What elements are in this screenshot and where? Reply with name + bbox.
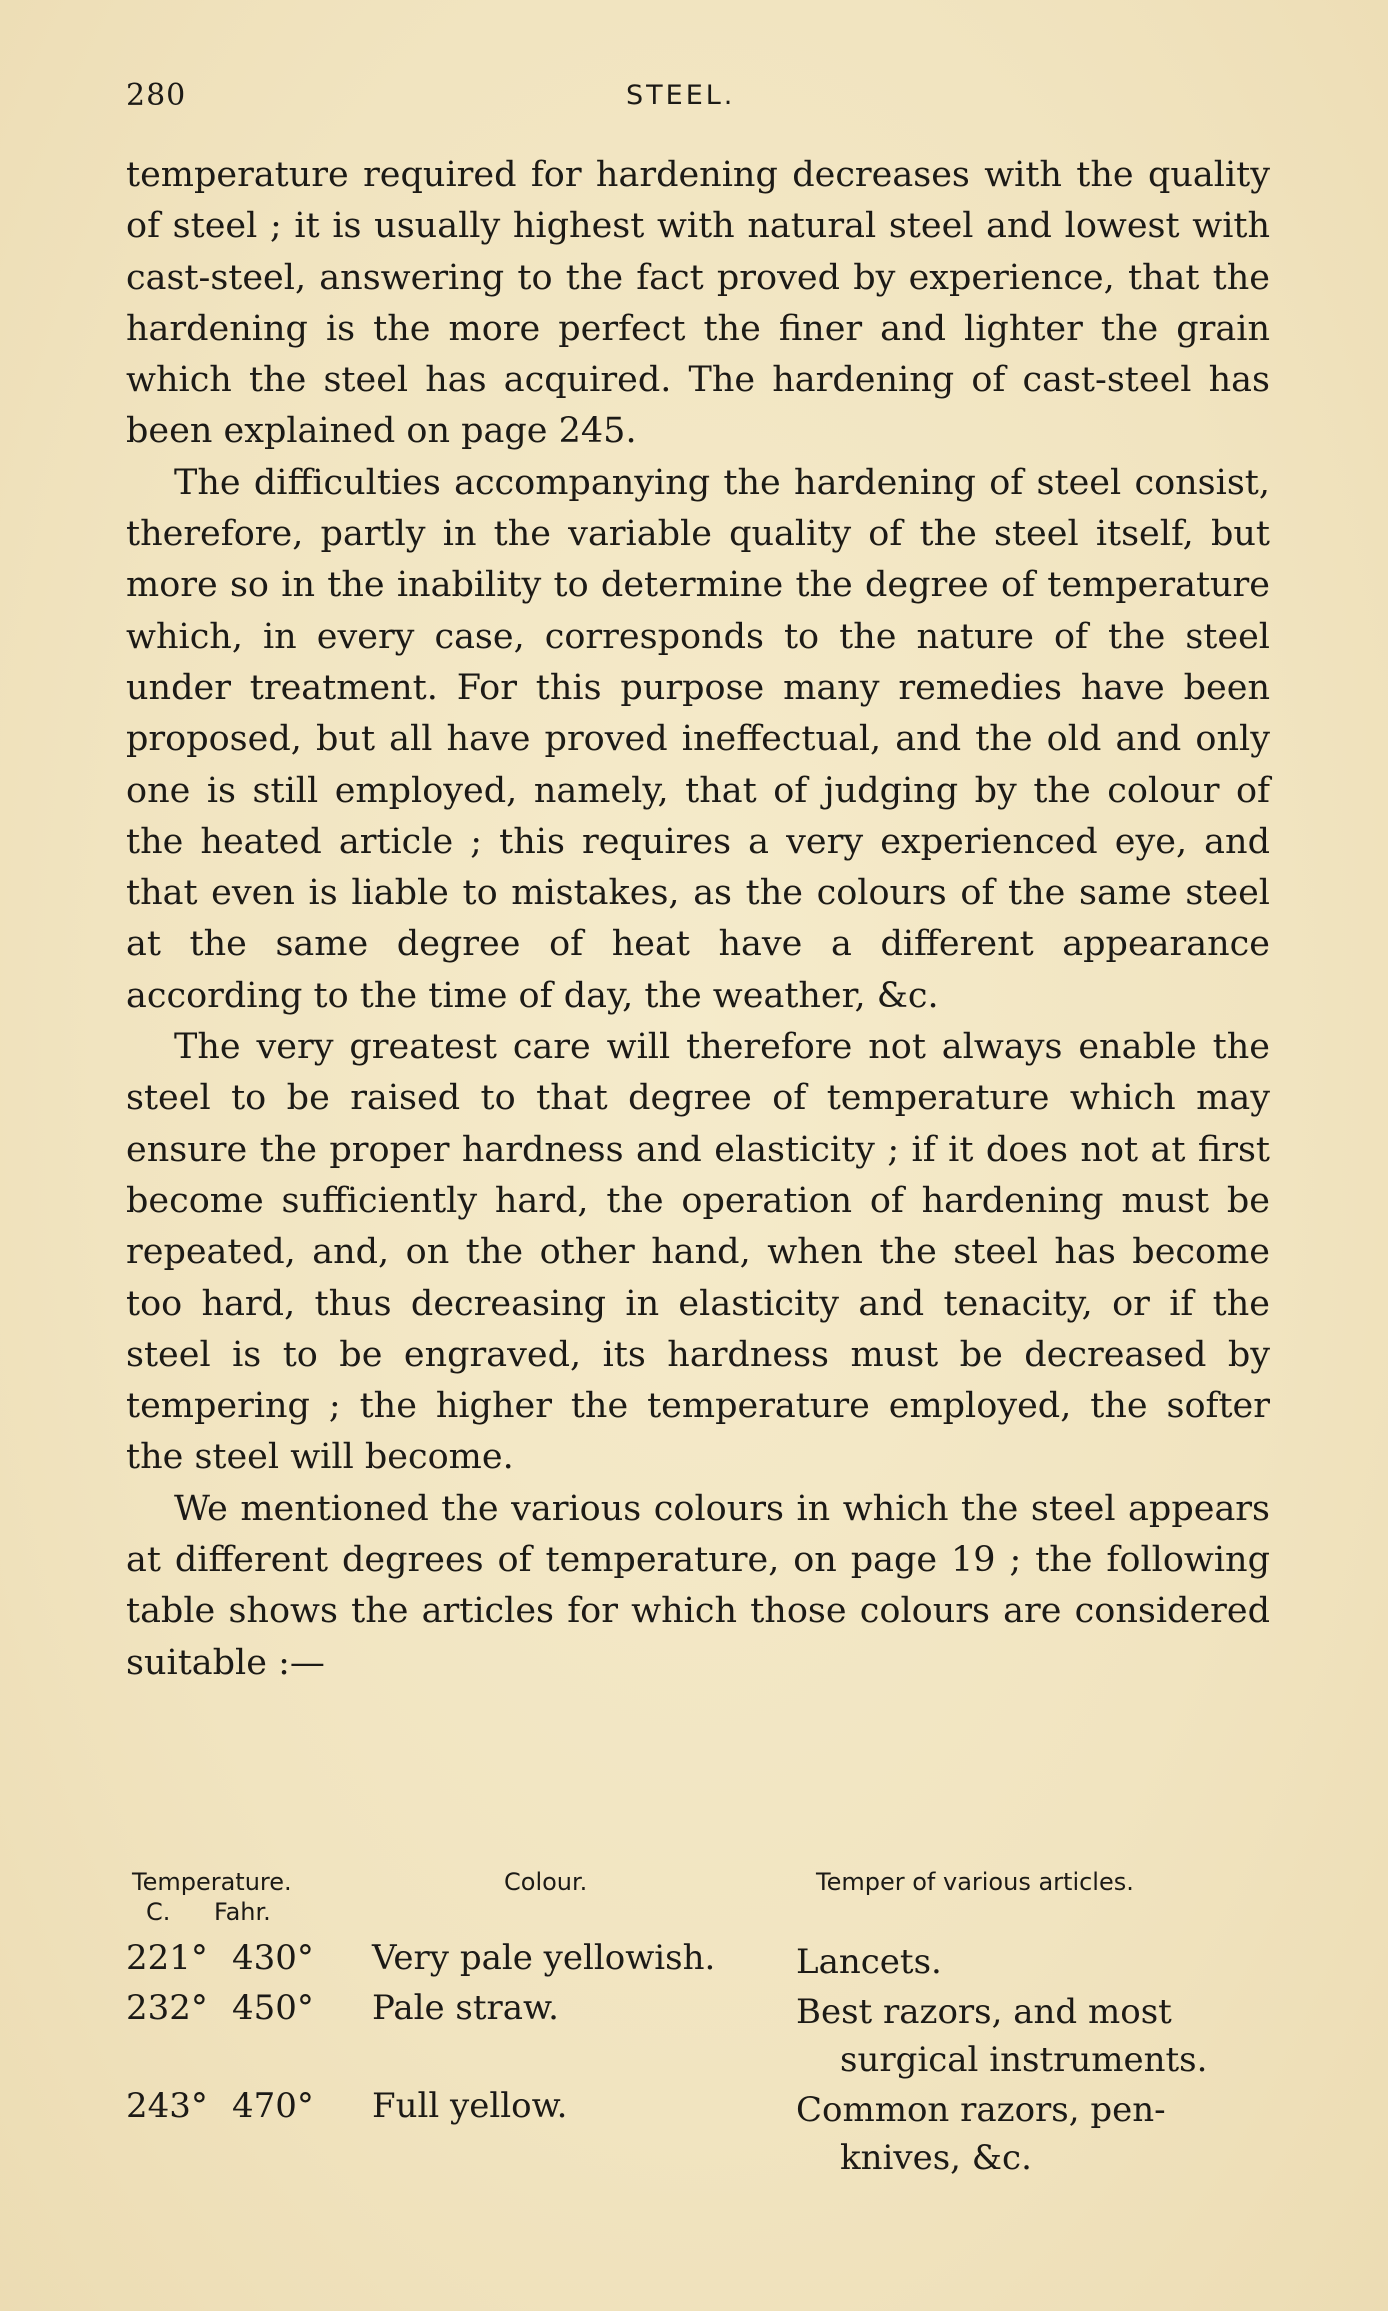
row-2-celsius: 232° [126,1988,208,2028]
page-header [126,78,1266,128]
header-temperature: Temperature. [132,1868,292,1896]
row-2-fahrenheit: 450° [232,1988,314,2028]
row-3-articles [796,2086,1276,2182]
row-3-celsius: 243° [126,2086,208,2126]
row-3-fahrenheit: 470° [232,2086,314,2126]
row-3-articles-line-2: knives, &c. [840,2138,1032,2178]
header-colour: Colour. [504,1868,588,1896]
row-1-colour: Very pale yellowish. [372,1938,716,1978]
header-temper: Temper of various articles. [816,1868,1134,1896]
paragraph-2: The difficulties accompanying the hardening of steel consist, therefore, partly in the variable quality of the steel itself, but more so in the inability to determine the degree of temperature which, in every case, corresponds to the nature of the steel under treatment. For this purpose many remedies have been proposed, but all have proved ineffectual, and the old and only one is still employed, namely, that of judging by the colour of the heated article ; this requires a very experienced eye, and that even is liable to mistakes, as the colours of the same steel at the same degree of heat have a different appearance according to the time of day, the weather, &c. [126,462,1270,1016]
paragraph-3: The very greatest care will therefore not always enable the steel to be raised to that degree of temperature which may ensure the proper hardness and elasticity ; if it does not at first become sufficiently hard, the operation of hardening must be repeated, and, on the other hand, when the steel has become too hard, thus decreasing in elasticity and tenacity, or if the steel is to be engraved, its hardness must be decreased by tempering ; the higher the temperature employed, the softer the steel will become. [126,1027,1270,1478]
row-2-articles-line-2: surgical instruments. [840,2040,1208,2080]
header-celsius: C. [146,1898,171,1926]
row-1-articles [796,1938,1276,1986]
row-1-celsius: 221° [126,1938,208,1978]
row-1-articles-line-1: Lancets. [796,1942,942,1982]
body-text [126,150,1270,1689]
header-fahrenheit: Fahr. [214,1898,271,1926]
row-1-fahrenheit: 430° [232,1938,314,1978]
paragraph-4: We mentioned the various colours in which the steel appears at different degrees of temperature, on page 19 ; the following table shows the articles for which those colours are considered suitable :— [126,1488,1270,1683]
paragraph-1: temperature required for hardening decreases with the quality of steel ; it is usually highest with natural steel and lowest with cast-steel, answering to the fact proved by experience, that the hardening is the more perfect the finer and lighter the grain which the steel has acquired. The hardening of cast-steel has been explained on page 245. [126,155,1270,452]
row-3-colour: Full yellow. [372,2086,568,2126]
temper-table [126,1868,1270,2178]
row-2-colour: Pale straw. [372,1988,559,2028]
row-2-articles-line-1: Best razors, and most [796,1992,1172,2032]
row-2-articles [796,1988,1276,2084]
running-title: STEEL. [626,80,736,111]
row-3-articles-line-1: Common razors, pen- [796,2090,1166,2130]
page-number: 280 [126,78,187,113]
